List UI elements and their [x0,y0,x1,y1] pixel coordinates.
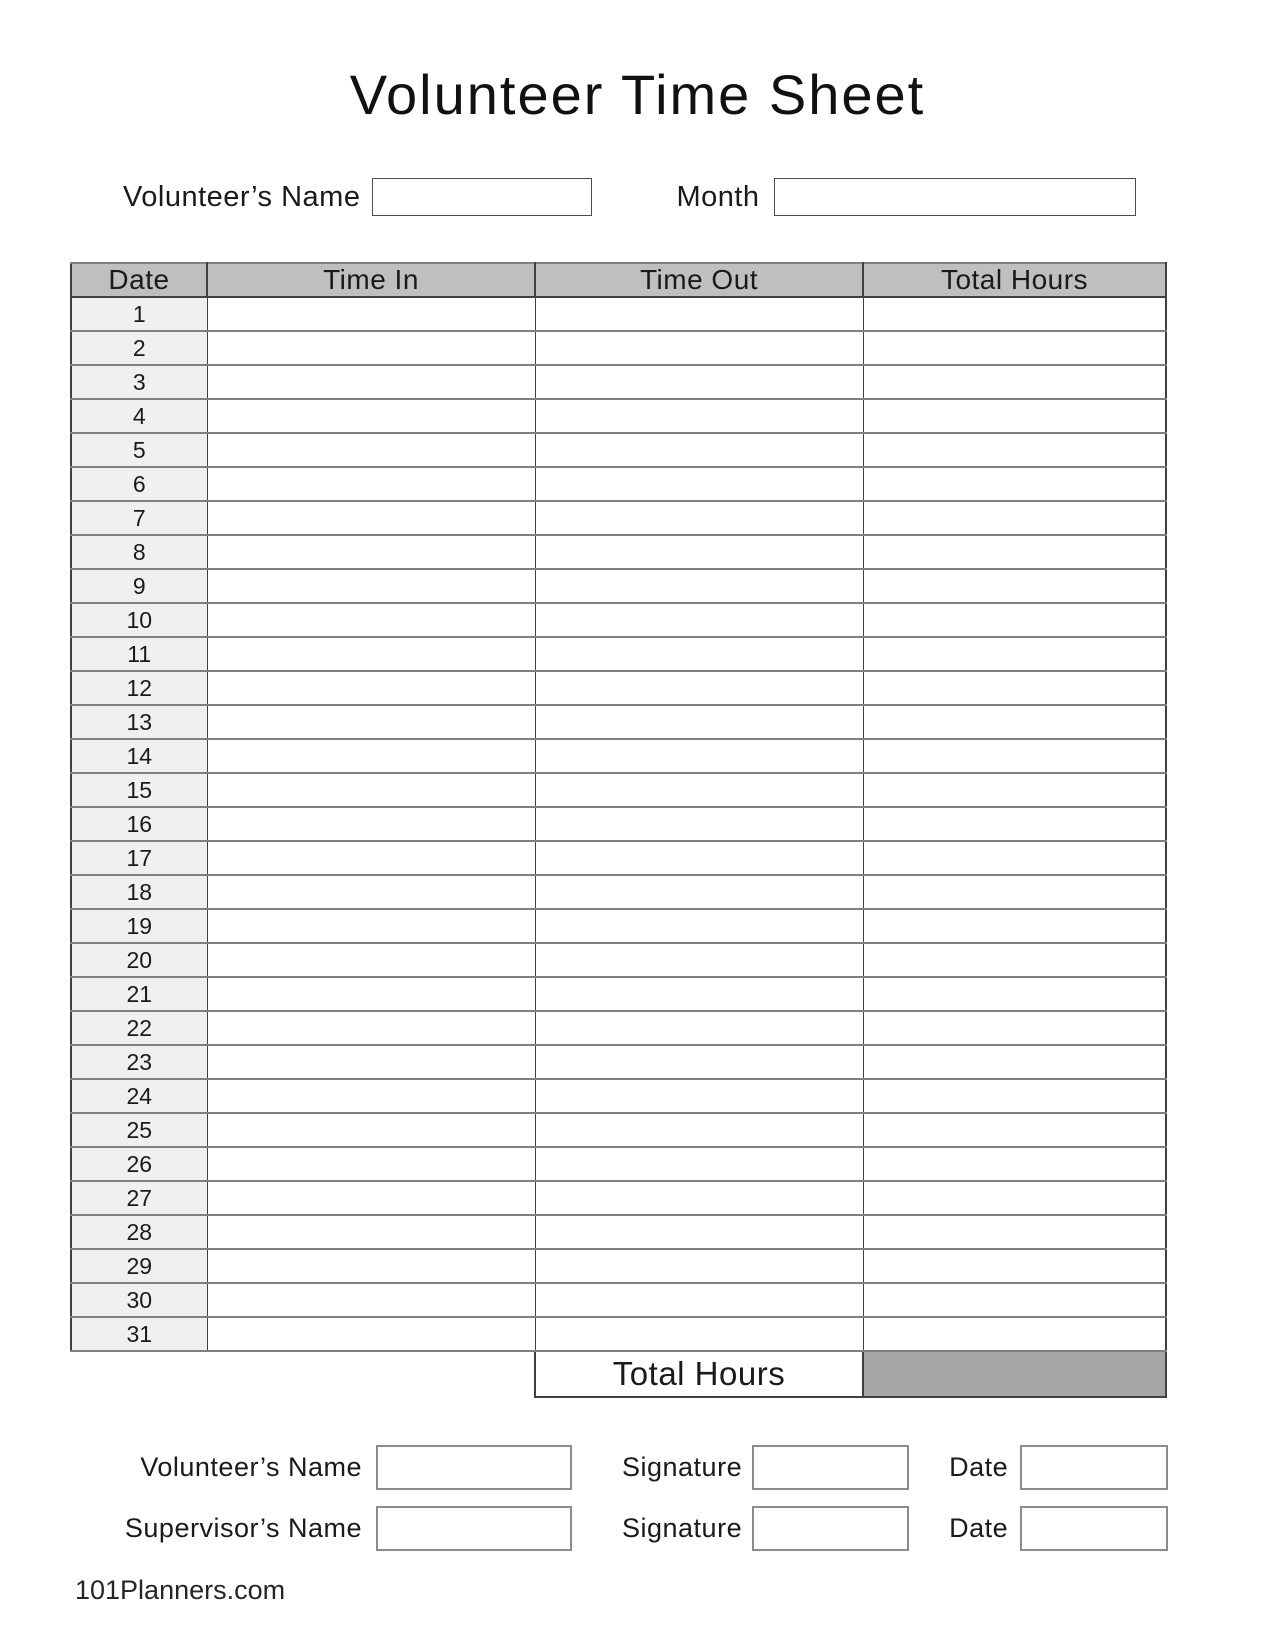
total-hours-footer-value[interactable] [863,1351,1166,1397]
table-row [71,535,1166,569]
date-cell: 30 [71,1283,207,1317]
signature-label: Signature [622,1512,743,1543]
date-label: Date [949,1512,1009,1543]
table-row [71,1113,1166,1147]
time-in-cell[interactable] [207,535,535,569]
page-title: Volunteer Time Sheet [349,63,926,126]
date-cell: 9 [71,569,207,603]
date-cell: 23 [71,1045,207,1079]
time-in-cell[interactable] [207,1181,535,1215]
time-in-cell[interactable] [207,807,535,841]
time-out-cell[interactable] [535,1249,863,1283]
total-hours-cell[interactable] [863,1011,1166,1045]
time-in-cell[interactable] [207,1113,535,1147]
signer-name-input[interactable] [376,1506,572,1551]
time-out-cell[interactable] [535,705,863,739]
time-out-cell[interactable] [535,603,863,637]
time-in-cell[interactable] [207,1317,535,1351]
table-row [71,671,1166,705]
volunteer-name-input[interactable] [372,178,592,216]
date-cell: 3 [71,365,207,399]
table-row [71,943,1166,977]
time-in-cell[interactable] [207,1147,535,1181]
date-cell: 17 [71,841,207,875]
time-out-cell[interactable] [535,501,863,535]
date-cell: 14 [71,739,207,773]
table-row [71,297,1166,331]
table-row [71,603,1166,637]
total-hours-cell[interactable] [863,603,1166,637]
table-row [71,1317,1166,1351]
date-cell: 16 [71,807,207,841]
table-row [71,1283,1166,1317]
time-out-cell[interactable] [535,569,863,603]
table-row [71,1079,1166,1113]
total-hours-cell[interactable] [863,535,1166,569]
date-cell: 7 [71,501,207,535]
table-row [71,1011,1166,1045]
time-out-cell[interactable] [535,467,863,501]
table-row [71,773,1166,807]
footer-spacer [71,1351,535,1397]
date-input[interactable] [1020,1506,1168,1551]
table-header-row [71,263,1166,297]
signature-input[interactable] [752,1506,909,1551]
column-header-time-out: Time Out [535,263,863,297]
time-out-cell[interactable] [535,365,863,399]
date-cell: 28 [71,1215,207,1249]
time-out-cell[interactable] [535,807,863,841]
total-hours-cell[interactable] [863,739,1166,773]
time-out-cell[interactable] [535,399,863,433]
time-in-cell[interactable] [207,705,535,739]
date-cell: 24 [71,1079,207,1113]
table-row [71,1249,1166,1283]
date-cell: 10 [71,603,207,637]
time-out-cell[interactable] [535,1317,863,1351]
header-fields-row [123,177,1275,217]
time-out-cell[interactable] [535,1215,863,1249]
total-hours-cell[interactable] [863,467,1166,501]
total-hours-cell[interactable] [863,569,1166,603]
date-input[interactable] [1020,1445,1168,1490]
time-in-cell[interactable] [207,909,535,943]
time-out-cell[interactable] [535,1147,863,1181]
total-hours-cell[interactable] [863,399,1166,433]
date-cell: 6 [71,467,207,501]
total-hours-cell[interactable] [863,671,1166,705]
total-hours-cell[interactable] [863,1079,1166,1113]
date-cell: 5 [71,433,207,467]
signature-input[interactable] [752,1445,909,1490]
time-out-cell[interactable] [535,1045,863,1079]
total-hours-cell[interactable] [863,637,1166,671]
date-cell: 20 [71,943,207,977]
column-header-time-in: Time In [207,263,535,297]
table-footer-row [71,1351,1166,1397]
table-row [71,365,1166,399]
total-hours-cell[interactable] [863,841,1166,875]
time-out-cell[interactable] [535,637,863,671]
total-hours-cell[interactable] [863,1215,1166,1249]
date-cell: 21 [71,977,207,1011]
time-in-cell[interactable] [207,1215,535,1249]
time-out-cell[interactable] [535,535,863,569]
time-in-cell[interactable] [207,773,535,807]
total-hours-footer-label: Total Hours [535,1351,863,1397]
total-hours-cell[interactable] [863,1249,1166,1283]
time-in-cell[interactable] [207,637,535,671]
time-out-cell[interactable] [535,671,863,705]
total-hours-cell[interactable] [863,807,1166,841]
total-hours-cell[interactable] [863,773,1166,807]
date-cell: 1 [71,297,207,331]
column-header-total-hours: Total Hours [863,263,1166,297]
total-hours-cell[interactable] [863,331,1166,365]
total-hours-cell[interactable] [863,909,1166,943]
time-in-cell[interactable] [207,399,535,433]
time-in-cell[interactable] [207,433,535,467]
time-out-cell[interactable] [535,909,863,943]
time-in-cell[interactable] [207,977,535,1011]
time-out-cell[interactable] [535,1113,863,1147]
total-hours-cell[interactable] [863,501,1166,535]
date-cell: 15 [71,773,207,807]
date-cell: 18 [71,875,207,909]
table-row [71,739,1166,773]
date-cell: 19 [71,909,207,943]
time-out-cell[interactable] [535,1283,863,1317]
signature-label: Signature [622,1451,743,1482]
table-row [71,569,1166,603]
time-out-cell[interactable] [535,739,863,773]
signer-name-input[interactable] [376,1445,572,1490]
table-row [71,467,1166,501]
time-out-cell[interactable] [535,841,863,875]
time-out-cell[interactable] [535,297,863,331]
time-out-cell[interactable] [535,875,863,909]
footer-brand: 101Planners.com [75,1575,286,1605]
time-in-cell[interactable] [207,331,535,365]
date-cell: 27 [71,1181,207,1215]
column-header-date: Date [71,263,207,297]
total-hours-cell[interactable] [863,1147,1166,1181]
time-in-cell[interactable] [207,1045,535,1079]
time-out-cell[interactable] [535,1011,863,1045]
time-in-cell[interactable] [207,569,535,603]
total-hours-cell[interactable] [863,875,1166,909]
total-hours-cell[interactable] [863,1181,1166,1215]
table-row [71,1045,1166,1079]
table-row [71,909,1166,943]
time-in-cell[interactable] [207,1283,535,1317]
time-out-cell[interactable] [535,1181,863,1215]
total-hours-cell[interactable] [863,1283,1166,1317]
table-row [71,977,1166,1011]
time-in-cell[interactable] [207,1011,535,1045]
date-cell: 26 [71,1147,207,1181]
time-in-cell[interactable] [207,501,535,535]
table-row [71,1147,1166,1181]
time-in-cell[interactable] [207,943,535,977]
time-in-cell[interactable] [207,297,535,331]
signer-name-label: Supervisor’s Name [124,1512,362,1543]
date-cell: 2 [71,331,207,365]
total-hours-cell[interactable] [863,433,1166,467]
time-in-cell[interactable] [207,1079,535,1113]
time-out-cell[interactable] [535,331,863,365]
time-in-cell[interactable] [207,1249,535,1283]
date-cell: 25 [71,1113,207,1147]
date-cell: 29 [71,1249,207,1283]
volunteer-name-label: Volunteer’s Name [123,180,361,213]
signature-section [0,1444,1275,1551]
time-in-cell[interactable] [207,841,535,875]
table-row [71,433,1166,467]
date-cell: 22 [71,1011,207,1045]
date-cell: 4 [71,399,207,433]
time-out-cell[interactable] [535,977,863,1011]
time-in-cell[interactable] [207,875,535,909]
time-out-cell[interactable] [535,773,863,807]
table-row [71,399,1166,433]
table-row [71,1215,1166,1249]
table-row [71,637,1166,671]
signature-row [0,1505,1275,1551]
table-row [71,807,1166,841]
table-row [71,1181,1166,1215]
total-hours-cell[interactable] [863,943,1166,977]
total-hours-cell[interactable] [863,1317,1166,1351]
time-out-cell[interactable] [535,1079,863,1113]
table-row [71,501,1166,535]
total-hours-cell[interactable] [863,1113,1166,1147]
total-hours-cell[interactable] [863,1045,1166,1079]
time-out-cell[interactable] [535,943,863,977]
signer-name-label: Volunteer’s Name [140,1451,362,1482]
month-input[interactable] [774,178,1136,216]
time-in-cell[interactable] [207,365,535,399]
date-cell: 11 [71,637,207,671]
total-hours-cell[interactable] [863,297,1166,331]
timesheet-table [70,262,1167,1398]
time-out-cell[interactable] [535,433,863,467]
date-cell: 31 [71,1317,207,1351]
table-row [71,875,1166,909]
table-row [71,705,1166,739]
table-row [71,331,1166,365]
date-cell: 13 [71,705,207,739]
total-hours-cell[interactable] [863,977,1166,1011]
table-row [71,841,1166,875]
date-label: Date [949,1451,1009,1482]
date-cell: 12 [71,671,207,705]
time-in-cell[interactable] [207,671,535,705]
date-cell: 8 [71,535,207,569]
time-in-cell[interactable] [207,467,535,501]
total-hours-cell[interactable] [863,365,1166,399]
month-label: Month [676,180,760,213]
time-in-cell[interactable] [207,739,535,773]
total-hours-cell[interactable] [863,705,1166,739]
signature-row [0,1444,1275,1490]
time-in-cell[interactable] [207,603,535,637]
